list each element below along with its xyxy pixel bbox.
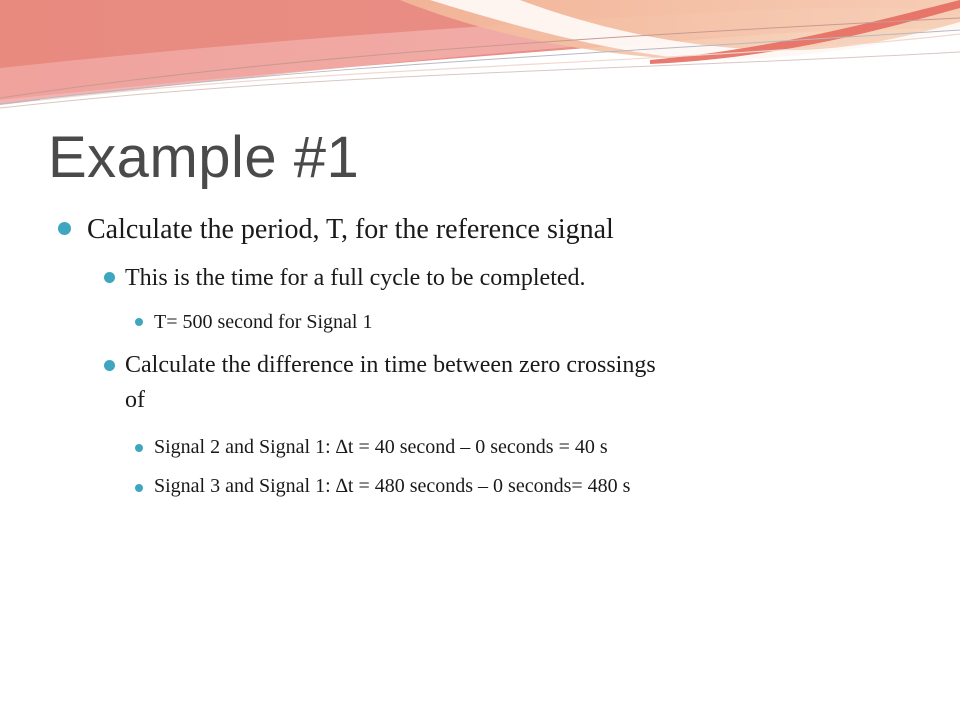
bullet-level2-difference-line1: Calculate the difference in time between zero crossings [125, 352, 656, 378]
bullet-dot-icon [135, 444, 143, 452]
bullet-level2-full-cycle: This is the time for a full cycle to be completed. [125, 265, 586, 291]
bullet-dot-icon [135, 484, 143, 492]
bullet-level3-period-value: T= 500 second for Signal 1 [154, 311, 373, 333]
bullet-dot-icon [58, 222, 71, 235]
bullet-level2-difference-line2: of [125, 387, 145, 413]
bullet-level1-period: Calculate the period, T, for the reference signal [87, 214, 614, 245]
bullet-dot-icon [104, 272, 115, 283]
bullet-dot-icon [104, 360, 115, 371]
bullet-level3-signal2: Signal 2 and Signal 1: ∆t = 40 second – 0 seconds = 40 s [154, 436, 608, 458]
bullet-dot-icon [135, 318, 143, 326]
bullet-level3-signal3: Signal 3 and Signal 1: ∆t = 480 seconds – 0 seconds= 480 s [154, 475, 631, 497]
slide-title: Example #1 [48, 125, 360, 190]
